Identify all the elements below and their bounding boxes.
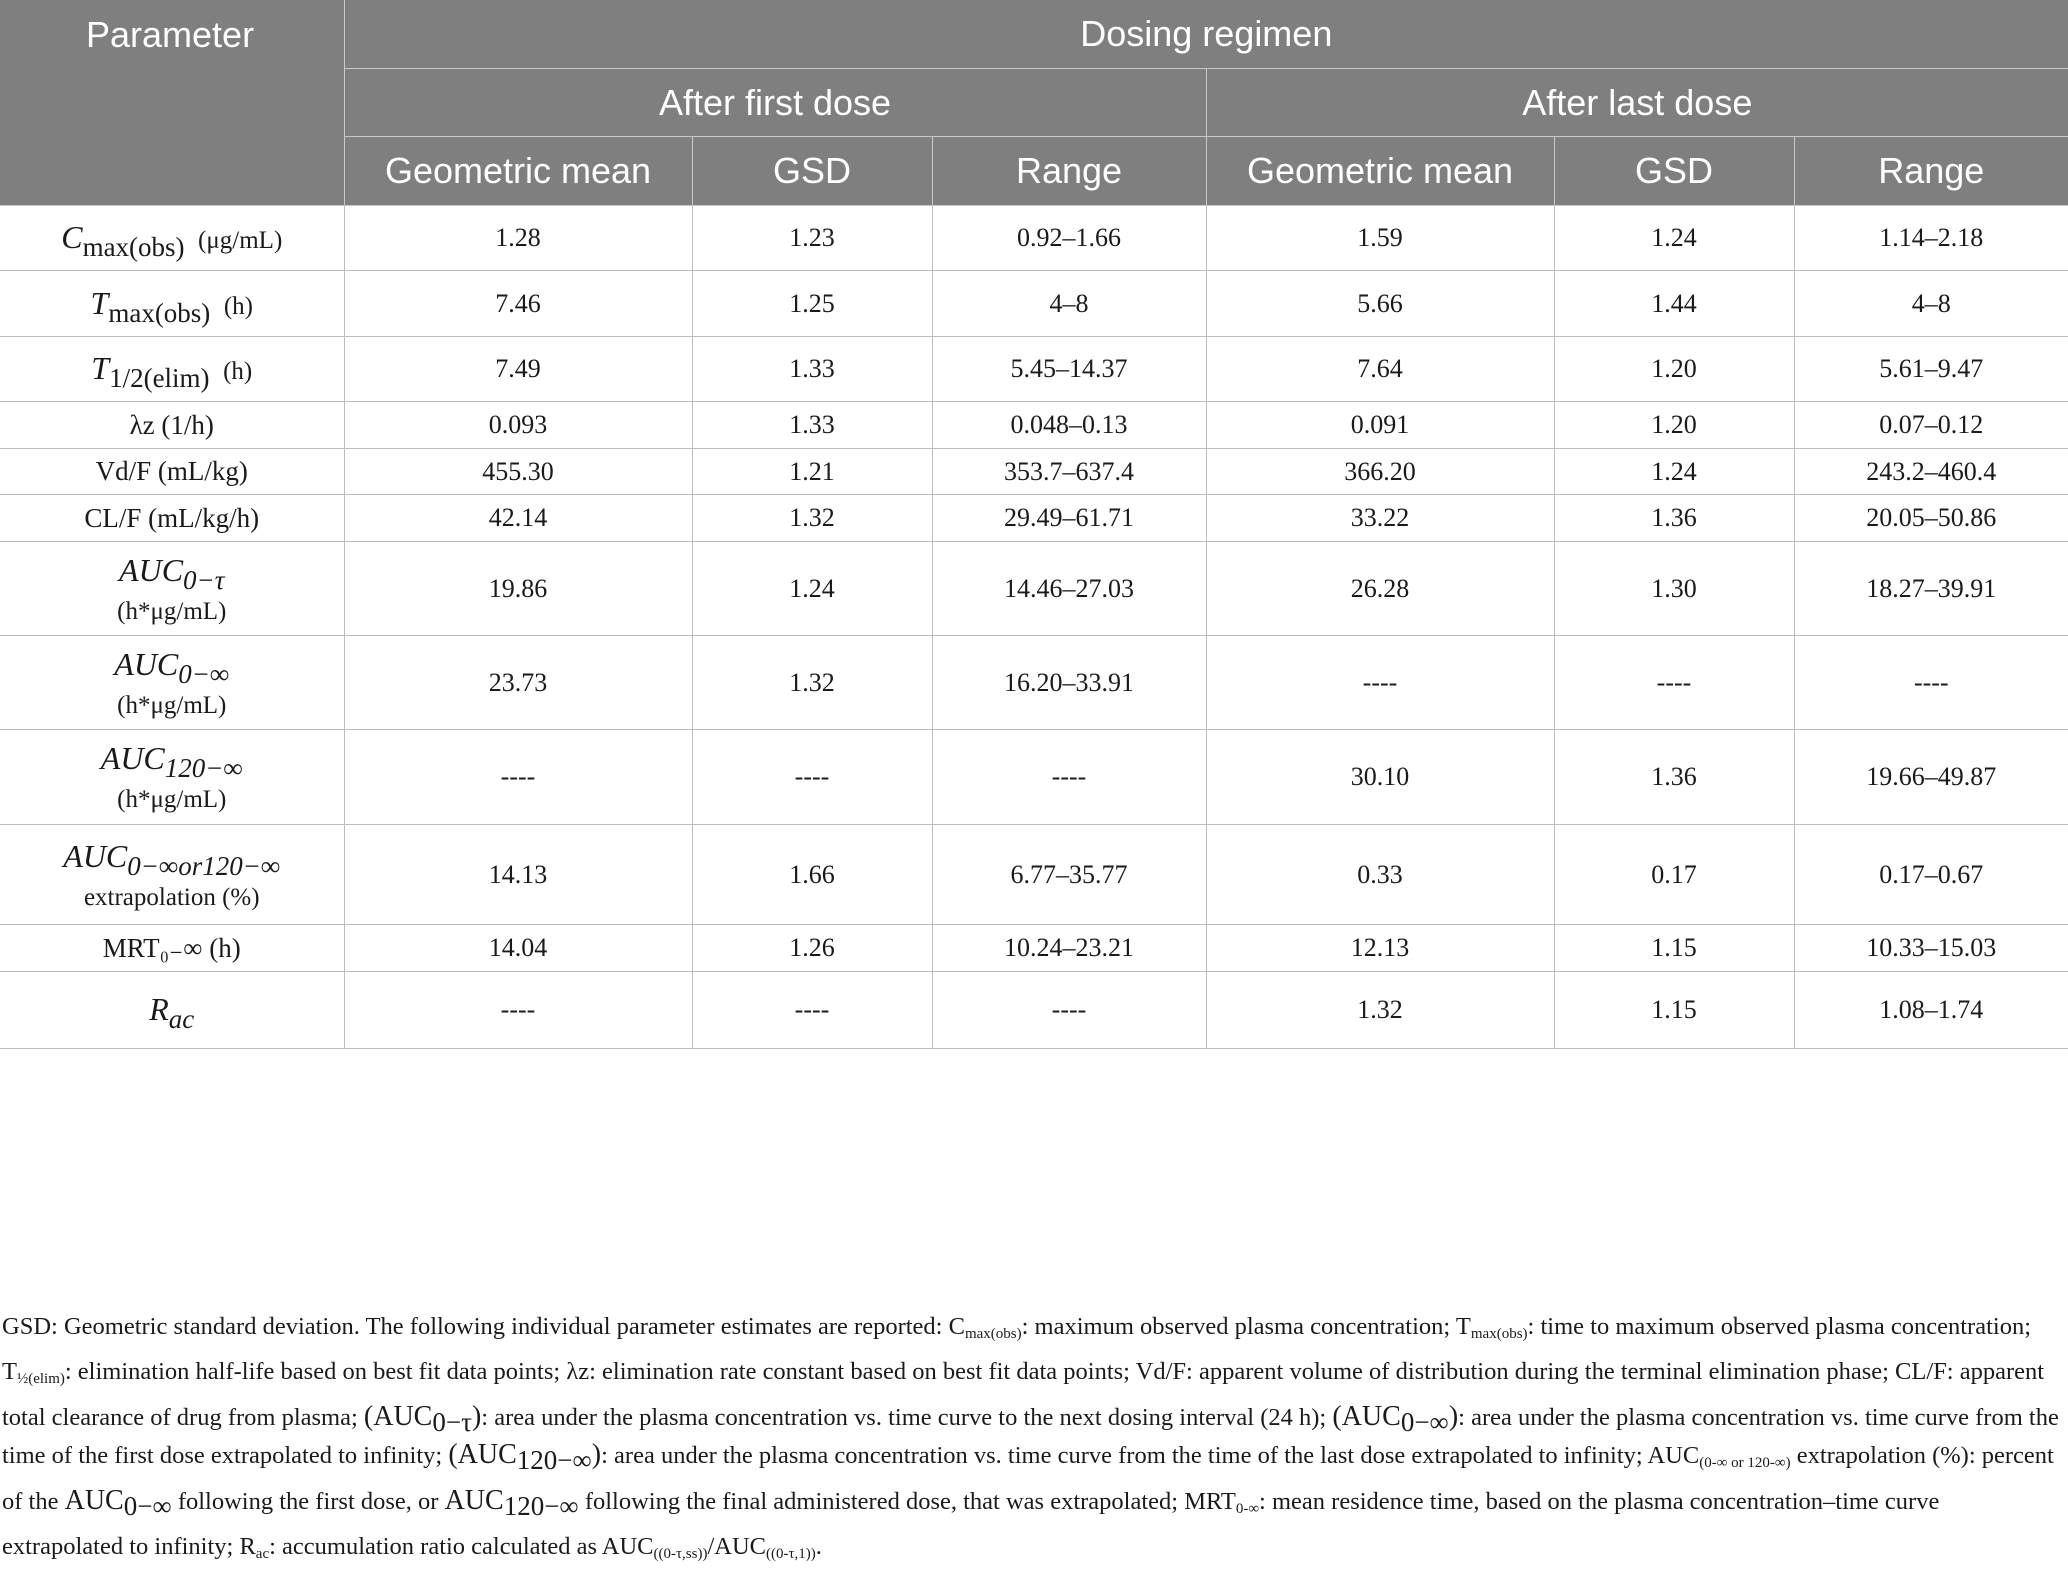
last-range: ---- [1794,636,2068,730]
last-geometric-mean: 1.32 [1206,972,1554,1049]
first-range: 5.45–14.37 [932,337,1206,402]
first-geometric-mean: ---- [344,972,692,1049]
first-range: ---- [932,730,1206,825]
table-row [0,402,2068,449]
table-row [0,730,2068,825]
param-cell: AUC120−∞ (h*μg/mL) [0,730,344,825]
table-row [0,542,2068,636]
param-cell: Cmax(obs) (μg/mL) [0,206,344,271]
last-geometric-mean: 7.64 [1206,337,1554,402]
last-geometric-mean: 0.091 [1206,402,1554,449]
last-geometric-mean: 12.13 [1206,925,1554,972]
param-cell: MRT₀₋∞ (h) [0,925,344,972]
table-row [0,271,2068,337]
first-range: ---- [932,972,1206,1049]
first-geometric-mean: 7.49 [344,337,692,402]
header-last-gsd: GSD [1554,137,1794,206]
last-range: 0.17–0.67 [1794,825,2068,925]
param-cell: λz (1/h) [0,402,344,449]
last-gsd: 1.15 [1554,972,1794,1049]
header-last-geometric-mean: Geometric mean [1206,137,1554,206]
last-geometric-mean: 366.20 [1206,449,1554,495]
first-geometric-mean: 7.46 [344,271,692,337]
last-geometric-mean: 26.28 [1206,542,1554,636]
last-geometric-mean: 5.66 [1206,271,1554,337]
first-gsd: 1.33 [692,402,932,449]
last-geometric-mean: ---- [1206,636,1554,730]
param-cell: CL/F (mL/kg/h) [0,495,344,542]
first-geometric-mean: 455.30 [344,449,692,495]
header-after-first-dose: After first dose [344,69,1206,137]
last-gsd: 0.17 [1554,825,1794,925]
last-range: 19.66–49.87 [1794,730,2068,825]
first-gsd: 1.33 [692,337,932,402]
first-gsd: 1.21 [692,449,932,495]
first-gsd: 1.32 [692,636,932,730]
param-cell: AUC0−∞or120−∞ extrapolation (%) [0,825,344,925]
param-cell: Tmax(obs) (h) [0,271,344,337]
first-range: 16.20–33.91 [932,636,1206,730]
last-range: 0.07–0.12 [1794,402,2068,449]
last-geometric-mean: 30.10 [1206,730,1554,825]
param-cell: Rac [0,972,344,1049]
table-row [0,825,2068,925]
first-geometric-mean: ---- [344,730,692,825]
header-first-range: Range [932,137,1206,206]
first-gsd: 1.26 [692,925,932,972]
last-range: 18.27–39.91 [1794,542,2068,636]
first-gsd: 1.32 [692,495,932,542]
first-gsd: ---- [692,972,932,1049]
table-footnote: GSD: Geometric standard deviation. The following individual parameter estimates are reported: Cmax(obs): maximum observed plasma concentration; Tmax(obs): time to maximum observed plasma concentration; T½(elim): elimination half-life based on best fit data points; λz: elimination rate constant based on best fit data points; Vd/F: apparent volume of distribution during the terminal elimination phase; CL/F: apparent total clearance of drug from plasma; (AUC0−τ): area under the plasma concentration vs. time curve to the next dosing interval (24 h); (AUC0−∞): area under the plasma concentration vs. time curve from the time of the first dose extrapolated to infinity; (AUC120−∞): area under the plasma concentration vs. time curve from the time of the last dose extrapolated to infinity; AUC(0-∞ or 120-∞) extrapolation (%): percent of the AUC0−∞ following the first dose, or AUC120−∞ following the final administered dose, that was extrapolated; MRT0-∞: mean residence time, based on the plasma concentration–time curve extrapolated to infinity; Rac: accumulation ratio calculated as AUC((0-τ,ss))/AUC((0-τ,1)). [2,1313,2059,1562]
first-geometric-mean: 19.86 [344,542,692,636]
header-after-last-dose: After last dose [1206,69,2068,137]
last-gsd: 1.36 [1554,730,1794,825]
last-geometric-mean: 0.33 [1206,825,1554,925]
first-gsd: 1.66 [692,825,932,925]
first-range: 29.49–61.71 [932,495,1206,542]
last-gsd: 1.44 [1554,271,1794,337]
param-cell: Vd/F (mL/kg) [0,449,344,495]
last-gsd: 1.24 [1554,449,1794,495]
first-range: 6.77–35.77 [932,825,1206,925]
last-range: 5.61–9.47 [1794,337,2068,402]
first-gsd: 1.24 [692,542,932,636]
first-range: 14.46–27.03 [932,542,1206,636]
table-row [0,636,2068,730]
last-gsd: 1.36 [1554,495,1794,542]
first-geometric-mean: 14.04 [344,925,692,972]
first-geometric-mean: 14.13 [344,825,692,925]
last-gsd: 1.24 [1554,206,1794,271]
table-row [0,206,2068,271]
last-range: 1.08–1.74 [1794,972,2068,1049]
last-geometric-mean: 1.59 [1206,206,1554,271]
table-row [0,972,2068,1049]
last-geometric-mean: 33.22 [1206,495,1554,542]
first-geometric-mean: 42.14 [344,495,692,542]
header-last-range: Range [1794,137,2068,206]
last-range: 243.2–460.4 [1794,449,2068,495]
last-range: 10.33–15.03 [1794,925,2068,972]
first-range: 4–8 [932,271,1206,337]
first-geometric-mean: 1.28 [344,206,692,271]
table-row [0,495,2068,542]
last-gsd: 1.30 [1554,542,1794,636]
first-gsd: 1.25 [692,271,932,337]
last-gsd: 1.15 [1554,925,1794,972]
first-gsd: ---- [692,730,932,825]
first-geometric-mean: 0.093 [344,402,692,449]
param-cell: AUC0−∞ (h*μg/mL) [0,636,344,730]
first-geometric-mean: 23.73 [344,636,692,730]
param-cell: T1/2(elim) (h) [0,337,344,402]
first-range: 0.92–1.66 [932,206,1206,271]
table-row [0,449,2068,495]
table-row [0,337,2068,402]
last-gsd: ---- [1554,636,1794,730]
last-range: 4–8 [1794,271,2068,337]
first-range: 0.048–0.13 [932,402,1206,449]
last-range: 20.05–50.86 [1794,495,2068,542]
last-range: 1.14–2.18 [1794,206,2068,271]
param-cell: AUC0−τ (h*μg/mL) [0,542,344,636]
last-gsd: 1.20 [1554,337,1794,402]
first-range: 353.7–637.4 [932,449,1206,495]
header-first-geometric-mean: Geometric mean [344,137,692,206]
header-parameter: Parameter [0,0,344,206]
first-gsd: 1.23 [692,206,932,271]
table-row [0,925,2068,972]
header-dosing-regimen: Dosing regimen [344,0,2068,69]
first-range: 10.24–23.21 [932,925,1206,972]
header-first-gsd: GSD [692,137,932,206]
last-gsd: 1.20 [1554,402,1794,449]
